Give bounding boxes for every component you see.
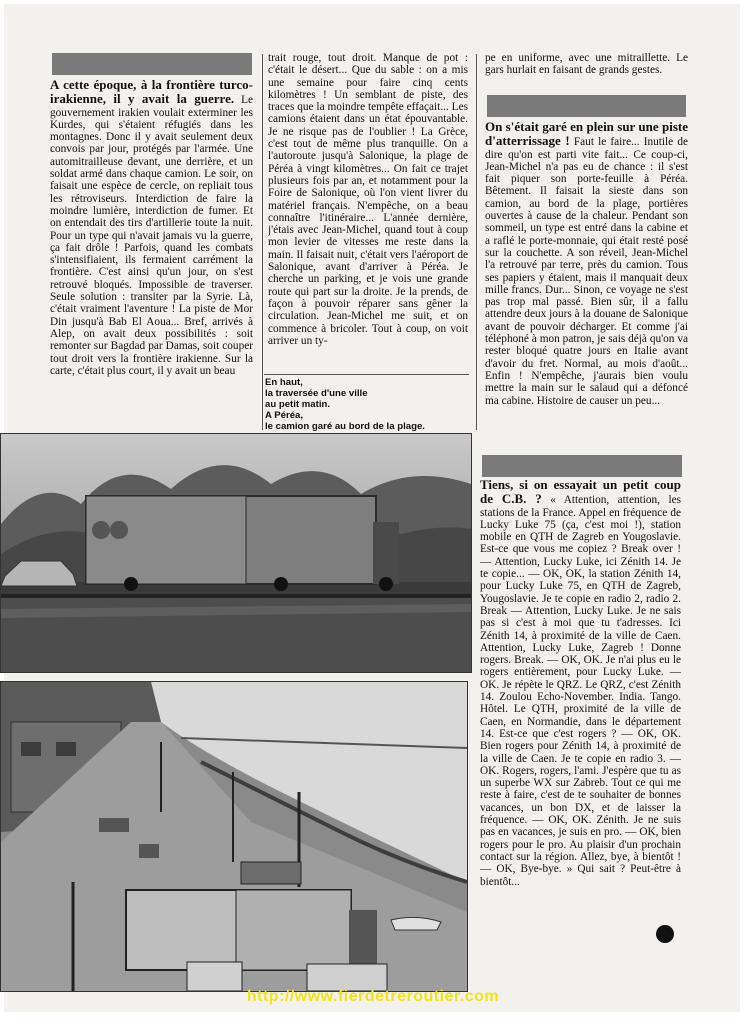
- website-link[interactable]: http://www.fierdetreroutier.com: [246, 988, 500, 1005]
- article-column-1: [50, 78, 253, 430]
- article-column-3-top: [485, 52, 688, 92]
- section-bar: [487, 95, 686, 117]
- paragraph-text: trait rouge, tout droit. Manque de pot : c'était le désert... Que du sable : on a mis une semaine pour faire cinq cents kilomètres ! Un semblant de piste, des traces que la moindre tempête effaçait... Les camions étaient dans un état épouvantable. Je ne risque pas de l'oublier ! La Grèce, c'est tout de même plus tranquille. On a l'autoroute jusqu'à Salonique, la plage de Péréa à vingt kilomètres... On fait ce trajet plusieurs fois par an, et notamment pour la Foire de Salonique, où l'on vient livrer du matériel français. N'empêche, on a beau connaître l'itinéraire... L'année dernière, j'étais avec Jean-Michel, quand tout à coup mon levier de vitesses me reste dans la main. Il faisait nuit, c'était vers l'aéroport de Salonique, avant d'arriver à Péréa. Je cherche un parking, et je vois une grande route qui part sur la droite. Je la prends, de façon à pouvoir réparer sans gêner la circulation. Jean-Michel me suit, et on commence à bricoler. Tout à coup, on voit arriver un ty-: [268, 52, 468, 347]
- subheading: On s'était garé en plein sur une piste d'atterrissage !: [485, 120, 688, 149]
- column-divider: [262, 54, 263, 430]
- paragraph-text: Le gouvernement irakien voulait exterminer les Kurdes, qui s'étaient réfugiés dans les montagnes. Donc il y avait seulement deux convois par jour, protégés par l'armée. Une automitrailleuse devant, une derrière, et un soldat armé dans chaque camion. Le soir, on faisait une espèce de cercle, on repliait tous les rétroviseurs. Interdiction de faire la moindre lumière, interdiction de fumer. Et on entendait des tirs d'artillerie toute la nuit. Pour un type qui n'avait jamais vu la guerre, ça fait drôle ! Parfois, quand les combats s'intensifiaient, ils fermaient carrément la frontière. C'est ainsi qu'un jour, on s'est retrouvé bloqués. Impossible de traverser. Seule solution : transiter par la Syrie. Là, c'était vraiment l'aventure ! La piste de Mor Din jusqu'à Bab El Aoua... Bref, arrivés à Alep, on avait deux possibilités : soit remonter sur Bagdad par Damas, soit couper tout droit vers la frontière irakienne. Sur la carte, c'était plus court, il y avait un beau: [50, 94, 253, 377]
- paragraph-text: Faut le faire... Inutile de dire qu'on est parti vite fait... Ce coup-ci, Jean-Michel n'a pas eu de chance : il s'est fait piquer son porte-feuille à Péréa. Bêtement. Il faisait la sieste dans son camion, au bord de la plage, portières ouvertes à cause de la chaleur. Pendant son sommeil, un type est entré dans la cabine et a raflé le porte-monnaie, qui était resté posé sur la couchette. A son réveil, Jean-Michel l'a retrouvé par terre, près du camion. Tous ses papiers y étaient, mais il manquait deux mille francs. Dur... Sinon, ce voyage ne s'est pas trop mal passé. Bien sûr, il a fallu attendre deux jours à la douane de Salonique avant de pouvoir décharger. Et comme j'ai téléphoné à mon patron, je sais déjà qu'on va rester bloqué quatre jours en Italie avant d'avoir du fret. Normal, au mois d'août... Enfin ! N'empêche, j'aurais bien voulu mettre la main sur le salaud qui a défoncé ma cabine. Histoire de causer un peu...: [485, 136, 688, 407]
- paragraph-text: « Attention, attention, les stations de la France. Appel en fréquence de Lucky Luke 75 (ça, c'est moi !), station mobile en QTH de Zagreb en Yougoslavie. Est-ce que vous me copiez ? Break over ! — Attention, Lucky Luke, ici Zénith 14. Je te copie... — OK, OK, la station Zénith 14, pour Lucky Luke 75, en QTH de Zagreb, Yougoslavie. Je te copie en radio 2, radio 2. Break — Attention, Lucky Luke. Je ne sais pas si c'est à moi que tu t'adresses. Ici Zénith 14, à proximité de la ville de Caen. Attention, Lucky Luke, Zagreb ! Donne rogers. Break. — OK, OK. Je n'ai plus eu le rogers entièrement, pour Lucky Luke. — OK. Je répète le QRZ. Le QRZ, c'est Zénith 14. Zoulou Echo-November. India. Tango. Hôtel. Le QTH, proximité de la ville de Caen, en Normandie, dans le département 14. Est-ce que c'est rogers ? — OK, OK. Bien rogers pour Zénith 14, à proximité de la ville de Caen. Je te copie en radio 3. — OK. Rogers, rogers, l'ami. J'espère que tu as un superbe WX sur Zabreb. Tout ce qui me reste à faire, c'est de te souhaiter de bonnes vacances, un bon DX, et de laisser la fréquence. — OK, OK. Zénith. Je ne suis pas en vacances, je suis en pro. — OK, bien rogers pour le pro. Au plaisir d'un prochain contact sur la région. Allez, bye, à bientôt ! — OK, Bye-bye. » Qui sait ? Peut-être à bientôt...: [480, 494, 681, 888]
- column-divider: [476, 54, 477, 430]
- article-column-4: [480, 478, 681, 948]
- subheading: Tiens, si on essayait un petit coup de C.B. ?: [480, 478, 681, 507]
- beach-parked-truck-photo: [0, 681, 468, 992]
- section-bar: [482, 455, 682, 477]
- article-column-2: [268, 52, 468, 374]
- section-bar: [52, 53, 252, 75]
- end-mark: [656, 925, 674, 943]
- photo-caption: En haut, la traversée d'une ville au petit matin. A Péréa, le camion garé au bord de la plage.: [265, 377, 425, 432]
- caption-rule: [264, 374, 469, 375]
- truck-crossing-photo: [0, 433, 472, 673]
- subheading: A cette époque, à la frontière turco-irakienne, il y avait la guerre.: [50, 78, 253, 107]
- article-column-3: [485, 120, 688, 454]
- paragraph-text: pe en uniforme, avec une mitraillette. Le gars hurlait en faisant de grands gestes.: [485, 52, 688, 77]
